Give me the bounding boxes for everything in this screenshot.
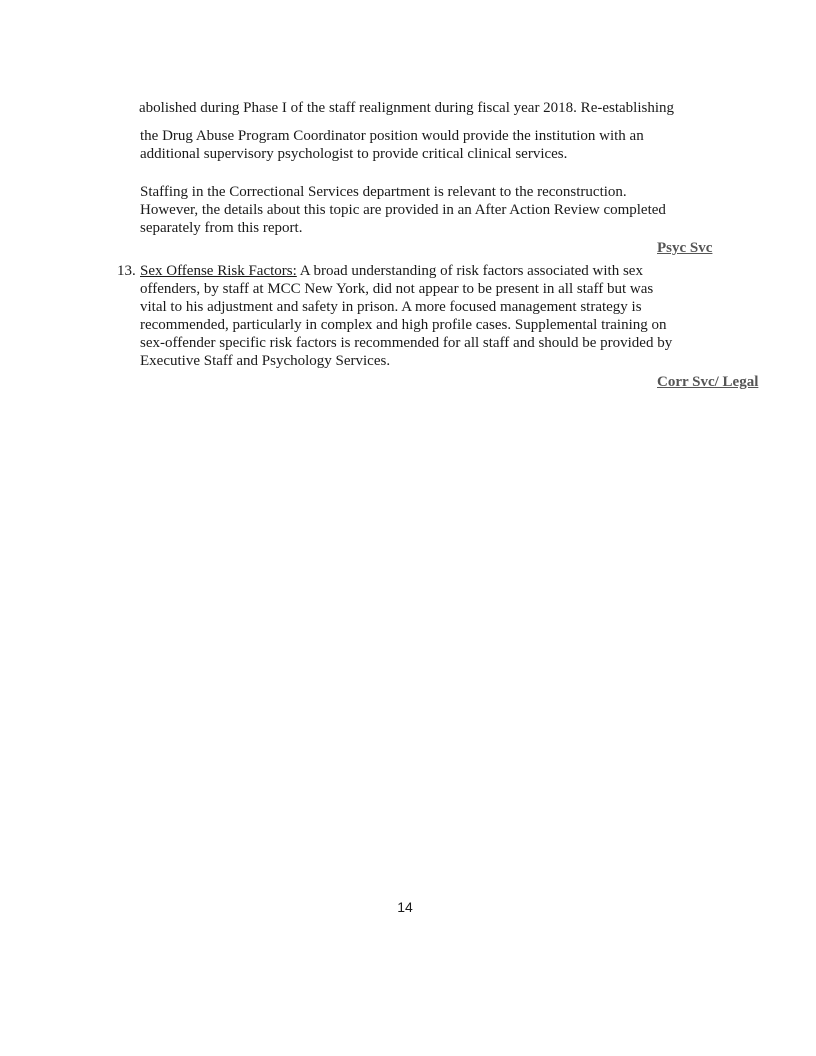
item-13-line-3: vital to his adjustment and safety in prison. A more focused management strategy is bbox=[140, 299, 642, 315]
item-13-line-1 bbox=[140, 262, 643, 280]
staffing-line-2: However, the details about this topic are provided in an After Action Review completed bbox=[140, 202, 666, 218]
item-13-line-2: offenders, by staff at MCC New York, did not appear to be present in all staff but was bbox=[140, 281, 654, 297]
staffing-line-3: separately from this report. bbox=[140, 220, 303, 236]
continuation-line-2: the Drug Abuse Program Coordinator position would provide the institution with an bbox=[140, 128, 644, 144]
item-13-term: Sex Offense Risk Factors: bbox=[140, 263, 297, 279]
list-item-number: 13. bbox=[117, 263, 136, 279]
page-number: 14 bbox=[397, 899, 413, 915]
item-13-line-5: sex-offender specific risk factors is recommended for all staff and should be provided by bbox=[140, 335, 673, 351]
item-13-line-1-text: A broad understanding of risk factors associated with sex bbox=[296, 263, 643, 279]
department-tag-psyc-svc: Psyc Svc bbox=[657, 240, 713, 256]
item-13-line-6: Executive Staff and Psychology Services. bbox=[140, 353, 391, 369]
continuation-line-1: abolished during Phase I of the staff realignment during fiscal year 2018. Re-establishing bbox=[139, 100, 675, 116]
continuation-line-3: additional supervisory psychologist to provide critical clinical services. bbox=[140, 146, 568, 162]
item-13-line-4: recommended, particularly in complex and high profile cases. Supplemental training on bbox=[140, 317, 667, 333]
staffing-line-1: Staffing in the Correctional Services department is relevant to the reconstruction. bbox=[140, 184, 627, 200]
department-tag-corr-svc-legal: Corr Svc/ Legal bbox=[657, 374, 759, 390]
